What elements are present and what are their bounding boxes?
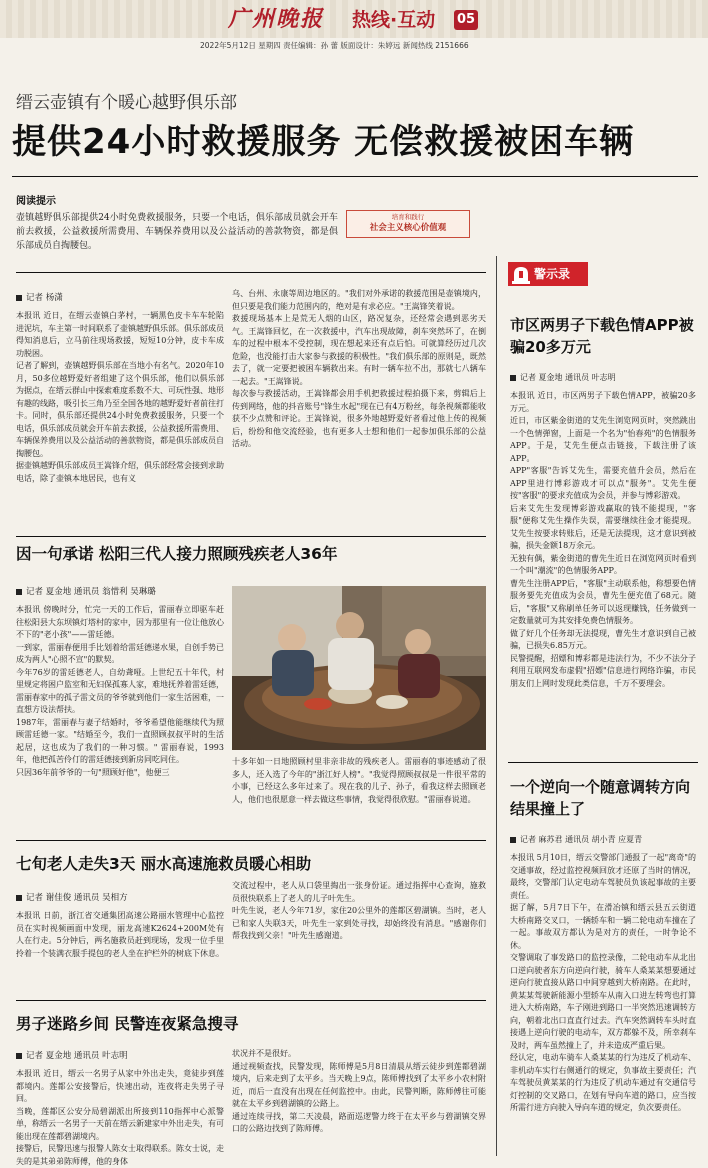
sidebar-story1-body: 本报讯 近日，市区两男子下载色情APP，被骗20多万元。 近日，市区紫金街道的艾先生浏览网页时，突然跳出一个色情弹窗，上面是一个名为"怡春苑"的色情服务APP。于是，艾先生便点击链接，下载注册了该APP。 APP"客服"告诉艾先生，需要充值升会员，然后在APP里进行博彩游戏才可以点"服务"。艾先生便按"客服"的要求充值成为会员，并参与博彩游戏。 后来艾先生发现博彩游戏赢取的钱不能提现，"客服"便称艾先生操作失误，需要继续往金才能提现。艾先生按要求转账后，还是无法提现，这才意识到被骗，损失金额18万余元。 无独有偶，紫金街道的曹先生近日在浏览网页时看到一个叫"潮流"的色情服务APP。 曹先生注册APP后，"客服"主动联系他，称想要色情服务要先充值成为会员，曹先生便充值了68元。随后，"客服"又称刷单任务可以返现赚钱，任务做到一定数量就可为其安排免费色情服务。 做了好几个任务却无法提现，曹先生才意识到自己被骗，已损失6.85万元。 民警提醒，招嫖和博彩都是违法行为，不少不法分子利用互联网发布虚假"招嫖"信息进行网络诈骗，市民朋友们上网时发现此类信息，千万不要理会。	[510, 391, 696, 688]
story4-byline	[16, 1050, 256, 1062]
sidebar-story1-byline	[510, 372, 700, 384]
story4-headline: 男子迷路乡间 民警连夜紧急搜寻	[16, 1015, 239, 1033]
sidebar-story1-headline: 市区两男子下载色情APP被骗20多万元	[510, 316, 694, 356]
story2-byline	[16, 586, 256, 598]
sidebar-story2-headline: 一个逆向一个随意调转方向结果撞上了	[510, 778, 691, 818]
story2-body-col1: 本报讯 傍晚时分，忙完一天的工作后，雷丽春立即驱车赶往松阳县大东坝镇灯塔村的家中，因为那里有一位让他放心不下的"老小孩"——雷廷德。 一到家，雷丽春便用手比划着给雷廷德递水果，自创手势已成为两人"心照不宣"的默契。 今年76岁的雷廷德老人，自幼聋哑。上世纪五十年代，村里规定将困户监室和无妇保孤寡人家，难地抚养着雷廷德，雷丽春家中的孤子雷文员的爷爷就到他们一家生活困难，一直想方设法帮扶。 1987年，雷丽春与妻子结婚时，爷爷希望他能继续代为照顾雷廷德一家。"结婚至今，我们一直照顾叔叔平时的生活起居，这也成为了我们的一种习惯。" 雷丽春说，1993年，他把孤苦伶仃的雷廷德接到新房同吃同住。 只因36年前爷爷的一句"照顾好他"，他便三	[16, 605, 224, 777]
story3-top-divider	[16, 840, 486, 841]
dateline: 2022年5月12日 星期四 责任编辑：孙 蕾 版面设计：朱婷远 新闻热线 2151666	[200, 41, 469, 50]
lead-byline	[16, 292, 216, 304]
story4-body-col1: 本报讯 近日，缙云一名男子从家中外出走失，竟徒步到莲都境内。莲都公安接警后，快速出动，连夜将走失男子寻回。 当晚，莲都区公安分局碧湖派出所接到110指挥中心派警单，称缙云一名男子一天前在缙云新建家中外出走失，有可能出现在莲都碧湖境内。 接警后，民警迅速与报警人陈女士取得联系。陈女士说，走失的是其弟弟陈师傅，他的身体	[16, 1069, 224, 1166]
summary-divider	[16, 272, 486, 273]
story4-top-divider	[16, 1000, 486, 1001]
lead-divider	[12, 176, 698, 177]
story4-byline-text: 记者 夏金地 通讯员 叶志明	[26, 1051, 128, 1061]
byline-marker-icon	[510, 375, 516, 381]
story2-headline: 因一句承诺 松阳三代人接力照顾残疾老人36年	[16, 545, 338, 563]
summary-text: 壶镇越野俱乐部提供24小时免费救援服务，只要一个电话，俱乐部成员就会开车前去救援，公益救援所需费用、车辆保养费用以及公益活动的善款物资，都是俱乐部成员自掏腰包。	[16, 213, 338, 251]
story3-headline: 七旬老人走失3天 丽水高速施救员暖心相助	[16, 855, 312, 873]
masthead	[0, 0, 708, 52]
dining-scene-image	[232, 586, 486, 750]
story2-photo	[232, 586, 486, 750]
story3-byline	[16, 892, 256, 904]
warning-siren-icon	[510, 263, 532, 285]
warning-tag-label: 警示录	[534, 267, 571, 281]
lead-byline-text: 记者 杨潇	[26, 293, 63, 303]
story3-body-col1: 本报讯 日前，浙江省交通集团高速公路丽水管理中心监控员在实时视频画面中发现，丽龙高速K2624+200M处有人在行走。5分钟后，两名施救员赶到现场，发现一位手里拎着一个装满衣服手提包的老人坐在护栏外的树底下休息。	[16, 911, 224, 958]
sidebar-story2-byline-text: 记者 麻苏君 通讯员 胡小青 应夏青	[520, 835, 643, 844]
page-number-badge: 05	[454, 10, 478, 30]
story2-body-col2: 十多年如一日地照顾村里非亲非故的残疾老人。雷丽春的事迹感动了很多人，还入选了今年的"浙江好人榜"。"我觉得照顾叔叔是一件很平常的小事，已经这么多年过来了。现在我的儿子、孙子，看我这样去照顾老人，他们也很愿意一样去做这些事情，我觉得很欣慰。"雷丽春说道。	[232, 757, 486, 804]
section-title: 热线·互动	[352, 9, 436, 31]
values-badge-line1: 培育和践行	[391, 213, 425, 221]
sidebar-divider	[508, 762, 698, 763]
byline-marker-icon	[16, 1053, 22, 1059]
story2-top-divider	[16, 536, 486, 537]
values-badge-line2: 社会主义核心价值观	[369, 223, 447, 233]
byline-marker-icon	[16, 895, 22, 901]
summary-label: 阅读提示	[16, 196, 56, 207]
sidebar-story1-byline-text: 记者 夏金地 通讯员 叶志明	[520, 373, 616, 382]
story4-body-col2: 状况并不是很好。 通过视频查找，民警发现，陈师傅是5月8日清晨从缙云徒步到莲都碧湖境内，后来走到了太平乡。当天晚上9点，陈师傅找到了太平乡小农村附近，而后一直没有出现在任何监控中。由此，民警判断，陈师傅往可能就在太平乡到碧湖镇的公路上。 通过连续寻找，第二天凌晨，路面巡逻警力终于在太平乡与碧湖镇交界口的公路边找到了陈师傅。	[232, 1049, 486, 1133]
byline-marker-icon	[510, 837, 516, 843]
byline-marker-icon	[16, 295, 22, 301]
paper-name-logo: 广州晚报	[228, 6, 325, 32]
lead-kicker: 缙云壶镇有个暖心越野俱乐部	[16, 93, 237, 113]
lead-body-col2: 乌、台州、永康等周边地区的。"我们对外承诺的救援范围是壶镇境内，但只要是我们能力范围内的，绝对是有求必应。"王嵩锋笑着说。 救援现场基本上是荒无人烟的山区，路况复杂，还经常会遇到恶劣天气。王嵩锋回忆，在一次救援中，汽车出现故障，刹车突然坏了，在倒车的过程中根本不受控制，现在想起来还有点后怕。可就算经历过几次危险，也没能打击大家参与救援的积极性。"我们俱乐部的原则是，既然去了，就一定要把被困车辆救出来。有时一辆车拉不出，那就七八辆车一起去。"王嵩锋说。 每次参与救援活动，王嵩锋都会用手机把救援过程拍摄下来，剪辑后上传到网络，他的抖音账号"锋生水起"现在已有4万粉丝，每条视频都能收获不少点赞和评论。王嵩锋说，很多外地越野爱好者看过他上传的视频后，纷纷和他交流经验，也有更多人士想和他们一起参加俱乐部的公益活动。	[232, 289, 486, 448]
sidebar-story2-body: 本报讯 5月10日，缙云交警部门通报了一起"离奇"的交通事故，经过监控视频回放才还原了当时的情况，最终，交警部门认定电动车驾驶员负该起事故的主要责任。 据了解，5月7日下午，在滑冶镇和缙云县五云街道大桥南路交叉口，一辆轿车和一辆二轮电动车撞在了一起。事故双方都认为是对方的责任，一时争论不休。 交警调取了事发路口的监控录像，二轮电动车从北出口逆向驶者东方向逆向行驶，骑车人桑某某想要通过逆向行驶直接从路口中间穿越到大桥南路。在此时，黄某某驾驶新能源小型轿车从南入口进左转弯也打算进入大桥南路，车子刚进到路口一半突然迅速调转方向，朝着北出口直直行过去。汽车突然调转车头时直接遇上逆向行驶的电动车，双方都躲不及，所幸刹车及时，两车虽然撞上了，并未造成严重后果。 经认定，电动车骑车人桑某某的行为违反了机动车、非机动车实行右侧通行的规定，负事故主要责任；汽车驾驶员黄某某的行为违反了机动车通过有交通信号灯控制的交叉路口，在划有导向车道的路口，应当按所需行进方向驶入导向车道的规定，负次要责任。	[510, 853, 696, 1112]
story2-byline-text: 记者 夏金地 通讯员 翁惜利 吴琳璐	[26, 587, 156, 597]
warning-tag	[508, 262, 588, 286]
values-badge	[346, 210, 470, 238]
byline-marker-icon	[16, 589, 22, 595]
story3-body-col2: 交流过程中，老人从口袋里掏出一张身份证。通过指挥中心查询，施救员很快联系上了老人的儿子叶先生。 叶先生说，老人今年71岁，家住20公里外的莲都区碧湖镇。当时，老人已和家人失联3天，叶先生一家到处寻找，却始终没有消息。"感谢你们帮我找到父亲！"叶先生感谢道。	[232, 881, 486, 940]
sidebar-column-rule	[496, 256, 497, 1156]
sidebar-story2-byline	[510, 834, 700, 846]
lead-headline: 提供24小时救援服务 无偿救援被困车辆	[12, 122, 635, 162]
story3-byline-text: 记者 谢佳俊 通讯员 吴相方	[26, 893, 128, 903]
lead-body-col1: 本报讯 近日，在缙云壶镇白茅村，一辆黑色皮卡车车轮陷进泥坑，车主第一时间联系了壶镇越野俱乐部。俱乐部成员得知消息后，立马前往现场救援，短短10分钟，皮卡车成功脱困。 记者了解到，壶镇越野俱乐部在当地小有名气。2020年10月，50多位越野爱好者组建了这个俱乐部，他们以俱乐部为据点，在缙云群山中探索难度系数不大、可玩性强、地形有趣的线路，吸引长三角乃至全国各地的越野爱好者前往打卡。同时，俱乐部还提供24小时免费救援服务，只要一个电话，俱乐部成员就会开车前去救援，公益救援所需费用、车辆保养费用以及公益活动的善款物资，都是俱乐部成员自掏腰包。 据壶镇越野俱乐部成员王嵩锋介绍，俱乐部经常会接到求助电话，除了壶镇本地居民，也有义	[16, 311, 224, 483]
